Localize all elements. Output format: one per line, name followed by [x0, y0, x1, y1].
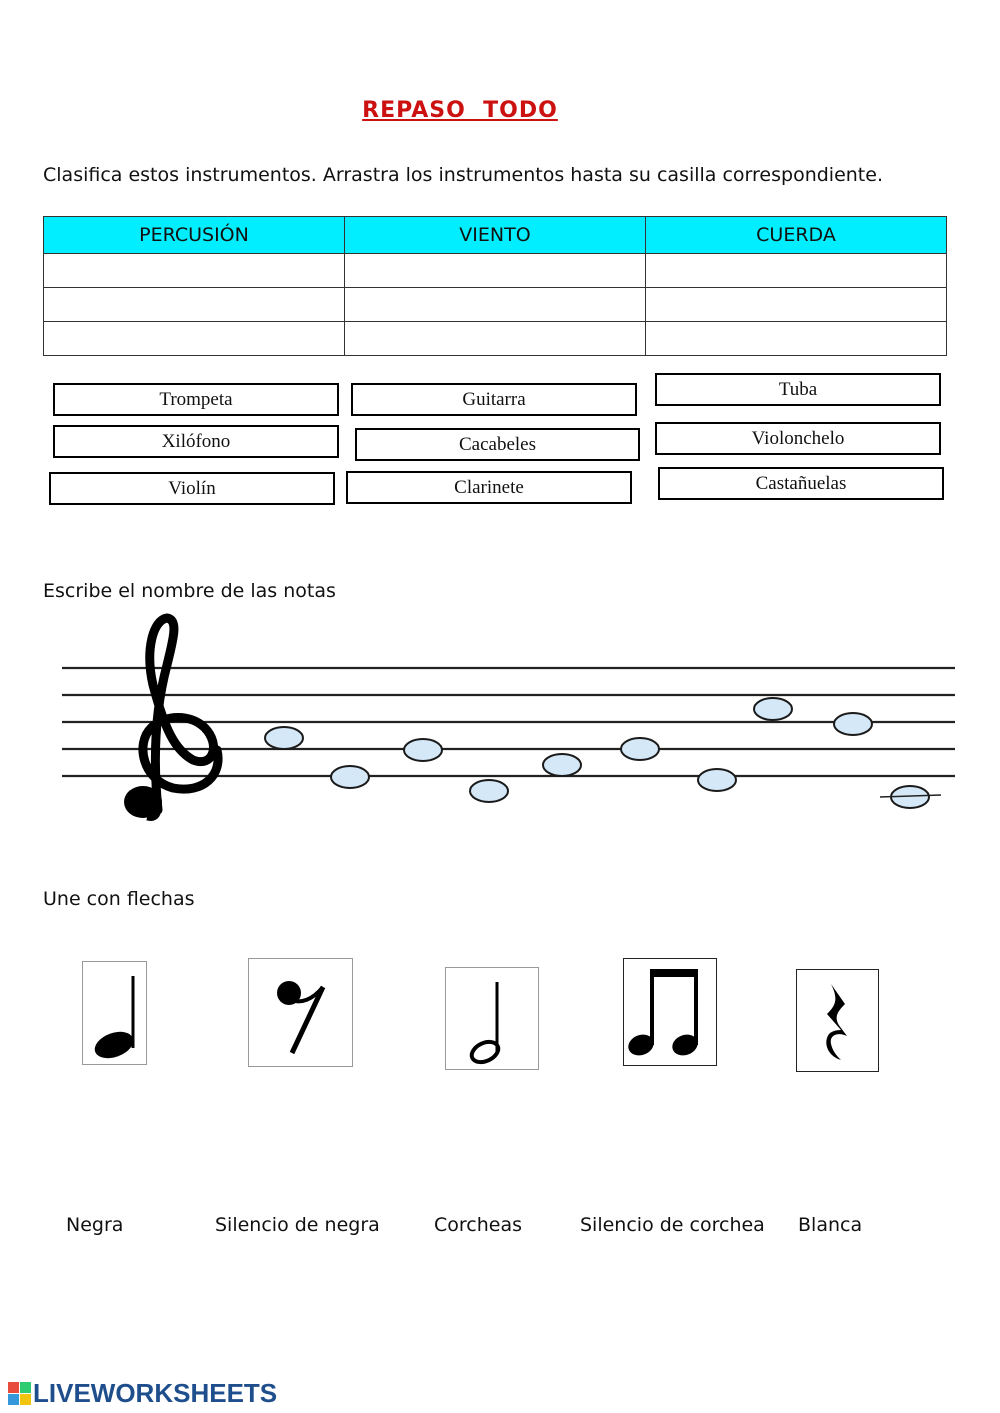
- liveworksheets-logo: [8, 1378, 277, 1409]
- instrument-chip-violonchelo[interactable]: Violonchelo: [655, 422, 941, 455]
- note-1[interactable]: [265, 727, 303, 749]
- label-silencio-corchea[interactable]: Silencio de corchea: [580, 1214, 765, 1236]
- eighth-rest-icon: [249, 959, 352, 1066]
- label-silencio-negra[interactable]: Silencio de negra: [215, 1214, 380, 1236]
- instrument-chip-violin[interactable]: Violín: [49, 472, 335, 505]
- note-4[interactable]: [470, 780, 508, 802]
- instrument-chip-xilofono[interactable]: Xilófono: [53, 425, 339, 458]
- half-note-icon: [446, 968, 538, 1069]
- note-6[interactable]: [621, 738, 659, 760]
- label-corcheas[interactable]: Corcheas: [434, 1214, 523, 1236]
- quarter-rest-icon: [797, 970, 878, 1071]
- instrument-chip-clarinete[interactable]: Clarinete: [346, 471, 632, 504]
- quarter-note-icon: [83, 962, 146, 1064]
- instrument-chip-cacabeles[interactable]: Cacabeles: [355, 428, 640, 461]
- instrument-chip-castanuelas[interactable]: Castañuelas: [658, 467, 944, 500]
- classification-table: [43, 216, 947, 356]
- logo-text: LIVEWORKSHEETS: [33, 1378, 278, 1408]
- beamed-eighth-notes-icon: [624, 959, 716, 1065]
- drop-cell[interactable]: [646, 322, 947, 356]
- instrument-chip-guitarra[interactable]: Guitarra: [351, 383, 637, 416]
- drop-cell[interactable]: [44, 288, 345, 322]
- note-3[interactable]: [404, 739, 442, 761]
- table-row: [44, 322, 947, 356]
- drop-cell[interactable]: [44, 254, 345, 288]
- drop-cell[interactable]: [345, 254, 646, 288]
- column-string: CUERDA: [646, 217, 947, 254]
- drop-cell[interactable]: [345, 322, 646, 356]
- match-instruction: Une con flechas: [43, 888, 195, 910]
- treble-clef-icon: [124, 618, 218, 818]
- quarter-rest-card[interactable]: [796, 969, 879, 1072]
- page-title: REPASO TODO: [362, 98, 558, 123]
- note-5[interactable]: [543, 754, 581, 776]
- label-negra[interactable]: Negra: [66, 1214, 124, 1236]
- table-row: [44, 288, 947, 322]
- half-note-card[interactable]: [445, 967, 539, 1070]
- table-row: [44, 254, 947, 288]
- music-staff: [55, 610, 965, 825]
- drop-cell[interactable]: [345, 288, 646, 322]
- drop-cell[interactable]: [44, 322, 345, 356]
- note-2[interactable]: [331, 766, 369, 788]
- note-9[interactable]: [834, 713, 872, 735]
- classify-instruction: Clasifica estos instrumentos. Arrastra los instrumentos hasta su casilla correspondiente.: [43, 164, 883, 186]
- column-wind: VIENTO: [345, 217, 646, 254]
- note-8[interactable]: [754, 698, 792, 720]
- ledger-line: [880, 795, 941, 797]
- note-heads: [265, 698, 929, 808]
- drop-cell[interactable]: [646, 288, 947, 322]
- instrument-chip-trompeta[interactable]: Trompeta: [53, 383, 339, 416]
- logo-mark-icon: [8, 1382, 31, 1405]
- drop-cell[interactable]: [646, 254, 947, 288]
- eighth-rest-card[interactable]: [248, 958, 353, 1067]
- column-percussion: PERCUSIÓN: [44, 217, 345, 254]
- instrument-chip-tuba[interactable]: Tuba: [655, 373, 941, 406]
- beamed-eighths-card[interactable]: [623, 958, 717, 1066]
- quarter-note-card[interactable]: [82, 961, 147, 1065]
- notes-instruction: Escribe el nombre de las notas: [43, 580, 336, 602]
- note-7[interactable]: [698, 769, 736, 791]
- label-blanca[interactable]: Blanca: [798, 1214, 863, 1236]
